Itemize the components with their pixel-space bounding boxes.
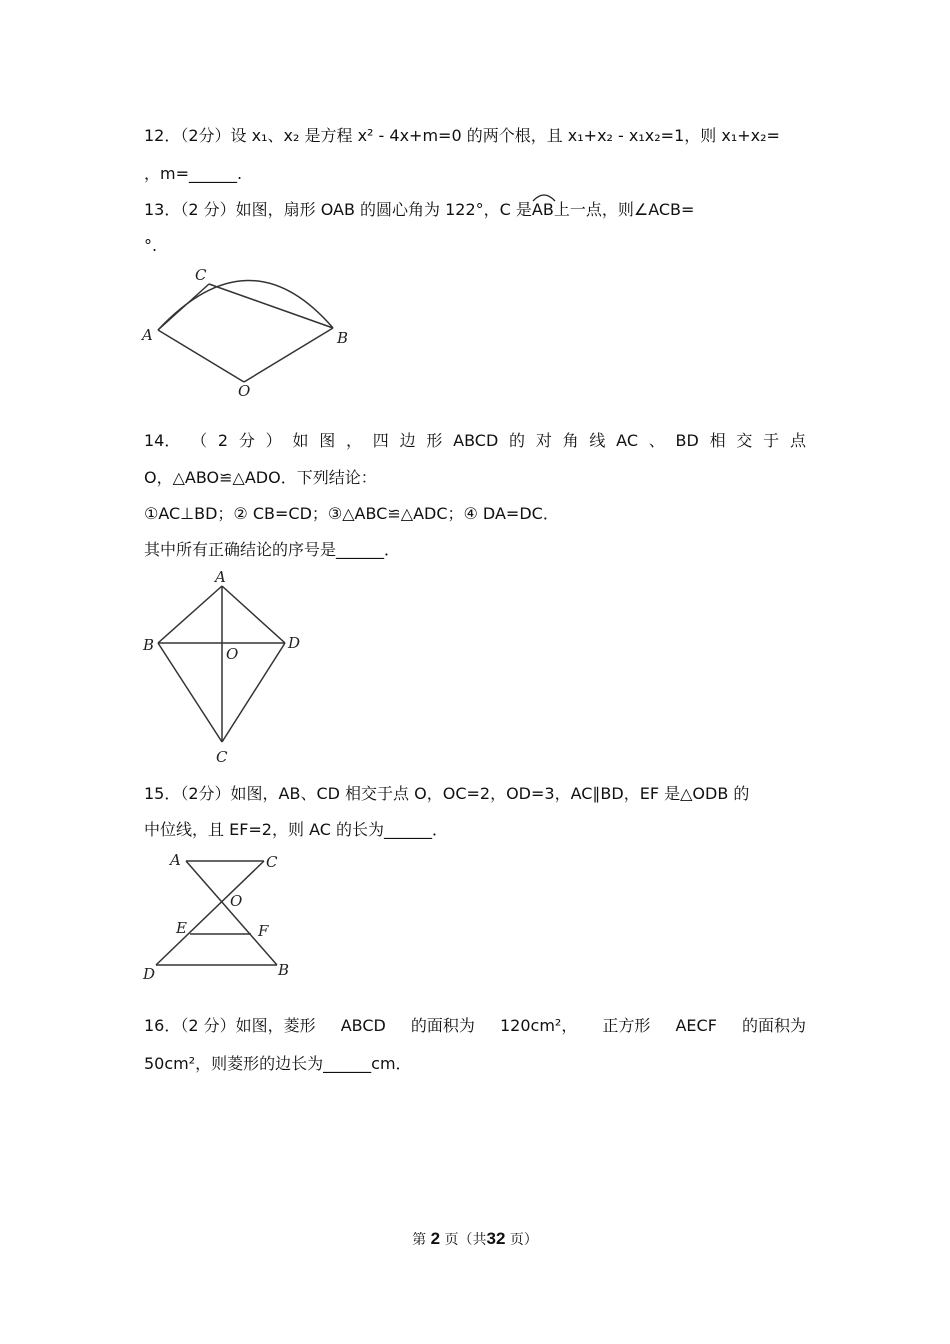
q14-label-a: A (215, 568, 226, 586)
q14-word: 线 (589, 431, 606, 450)
q14-word: 角 (562, 431, 579, 450)
q14-word: 图 (319, 431, 336, 450)
q14-word: 于 (763, 431, 780, 450)
q14-label-b: B (143, 636, 155, 654)
q14-word: 14． (144, 431, 181, 450)
q13-segment-ob (244, 328, 333, 382)
q15-label-o: O (230, 892, 243, 910)
page-footer (0, 1229, 950, 1249)
footer-mid: 页（共 (444, 1232, 487, 1248)
q14-word: 点 (789, 431, 806, 450)
q15-label-e: E (176, 919, 187, 937)
q13-suffix: 上一点，则∠ACB= (553, 200, 695, 219)
q14-word: 、 (648, 431, 665, 450)
footer-post: 页） (509, 1232, 538, 1248)
q14-word: 2 (217, 431, 229, 450)
q14-word: AC (616, 431, 638, 450)
q14-line4: 其中所有正确结论的序号是______． (144, 540, 401, 559)
arc-mark-icon (532, 192, 556, 202)
q16-word: 正方形 (602, 1016, 651, 1035)
q14-segment-bc (158, 643, 222, 742)
q13-label-b: B (337, 329, 349, 347)
q14-label-d: D (288, 634, 301, 652)
q14-word: 分 (238, 431, 255, 450)
q14-word: 对 (535, 431, 552, 450)
q16-word: AECF (675, 1016, 717, 1035)
q14-label-o: O (226, 645, 239, 663)
q12-line1: 12．（2分）设 x₁、x₂ 是方程 x² ‑ 4x+m=0 的两个根，且 x₁+x₂ ‑ x₁x₂=1，则 x₁+x₂= (144, 126, 780, 145)
q14-word: 的 (509, 431, 526, 450)
q16-line2: 50cm²，则菱形的边长为______cm． (144, 1054, 412, 1073)
q13-label-o: O (238, 382, 251, 400)
q14-word: 四 (372, 431, 389, 450)
q13-label-a: A (142, 326, 153, 344)
q13-figure (140, 262, 360, 402)
footer-total-pages: 32 (486, 1229, 506, 1248)
q14-segment-ab (158, 586, 222, 643)
footer-page-number: 2 (430, 1229, 441, 1248)
q14-word: ABCD (453, 431, 499, 450)
q12-line2: ，m=______. (144, 164, 243, 183)
q15-figure (140, 848, 310, 984)
q14-line3: ①AC⊥BD；② CB=CD；③△ABC≌△ADC；④ DA=DC． (144, 504, 559, 523)
q14-word: ， (346, 431, 363, 450)
q16-word: 的面积为 (410, 1016, 475, 1035)
q13-line2: °. (144, 236, 158, 255)
q13-segment-ac (158, 284, 209, 330)
q14-line1 (144, 431, 806, 451)
q14-figure (140, 566, 310, 766)
q13-segment-ao (158, 330, 244, 382)
q13-label-c: C (195, 266, 207, 284)
q14-word: BD (675, 431, 699, 450)
q14-word: 形 (426, 431, 443, 450)
q14-word: 如 (292, 431, 309, 450)
q14-word: 相 (709, 431, 726, 450)
q14-line2: O，△ABO≌△ADO．下列结论： (144, 468, 377, 487)
q15-label-a: A (170, 851, 181, 869)
q13-arc-ab (532, 200, 554, 220)
q14-label-c: C (216, 748, 228, 766)
q15-line2: 中位线，且 EF=2，则 AC 的长为______． (144, 820, 448, 839)
q15-label-b: B (278, 961, 290, 979)
q16-word: 120cm²， (499, 1016, 578, 1035)
q16-word: ABCD (340, 1016, 386, 1035)
q13-arc (158, 280, 333, 330)
q14-segment-ad (222, 586, 285, 643)
q15-line1: 15．（2分）如图，AB、CD 相交于点 O，OC=2，OD=3，AC∥BD，EF 是△ODB 的 (144, 784, 750, 803)
q16-word: 的面积为 (741, 1016, 806, 1035)
q14-word: （ (191, 431, 208, 450)
q15-label-d: D (143, 965, 156, 983)
q16-word: 16．（2 分）如图，菱形 (144, 1016, 316, 1035)
q14-word: 边 (399, 431, 416, 450)
footer-pre: 第 (412, 1232, 427, 1248)
q13-segment-cb (209, 284, 333, 328)
q15-segment-cd (156, 861, 264, 965)
q15-label-c: C (266, 853, 278, 871)
q13-arc-label: AB (531, 200, 554, 219)
q14-word: ） (265, 431, 282, 450)
q13-line1 (144, 200, 694, 220)
q13-prefix: 13．（2 分）如图，扇形 OAB 的圆心角为 122°，C 是 (144, 200, 532, 219)
q15-label-f: F (258, 922, 269, 940)
q16-line1 (144, 1016, 806, 1036)
q15-segment-ab (186, 861, 277, 965)
q14-word: 交 (736, 431, 753, 450)
